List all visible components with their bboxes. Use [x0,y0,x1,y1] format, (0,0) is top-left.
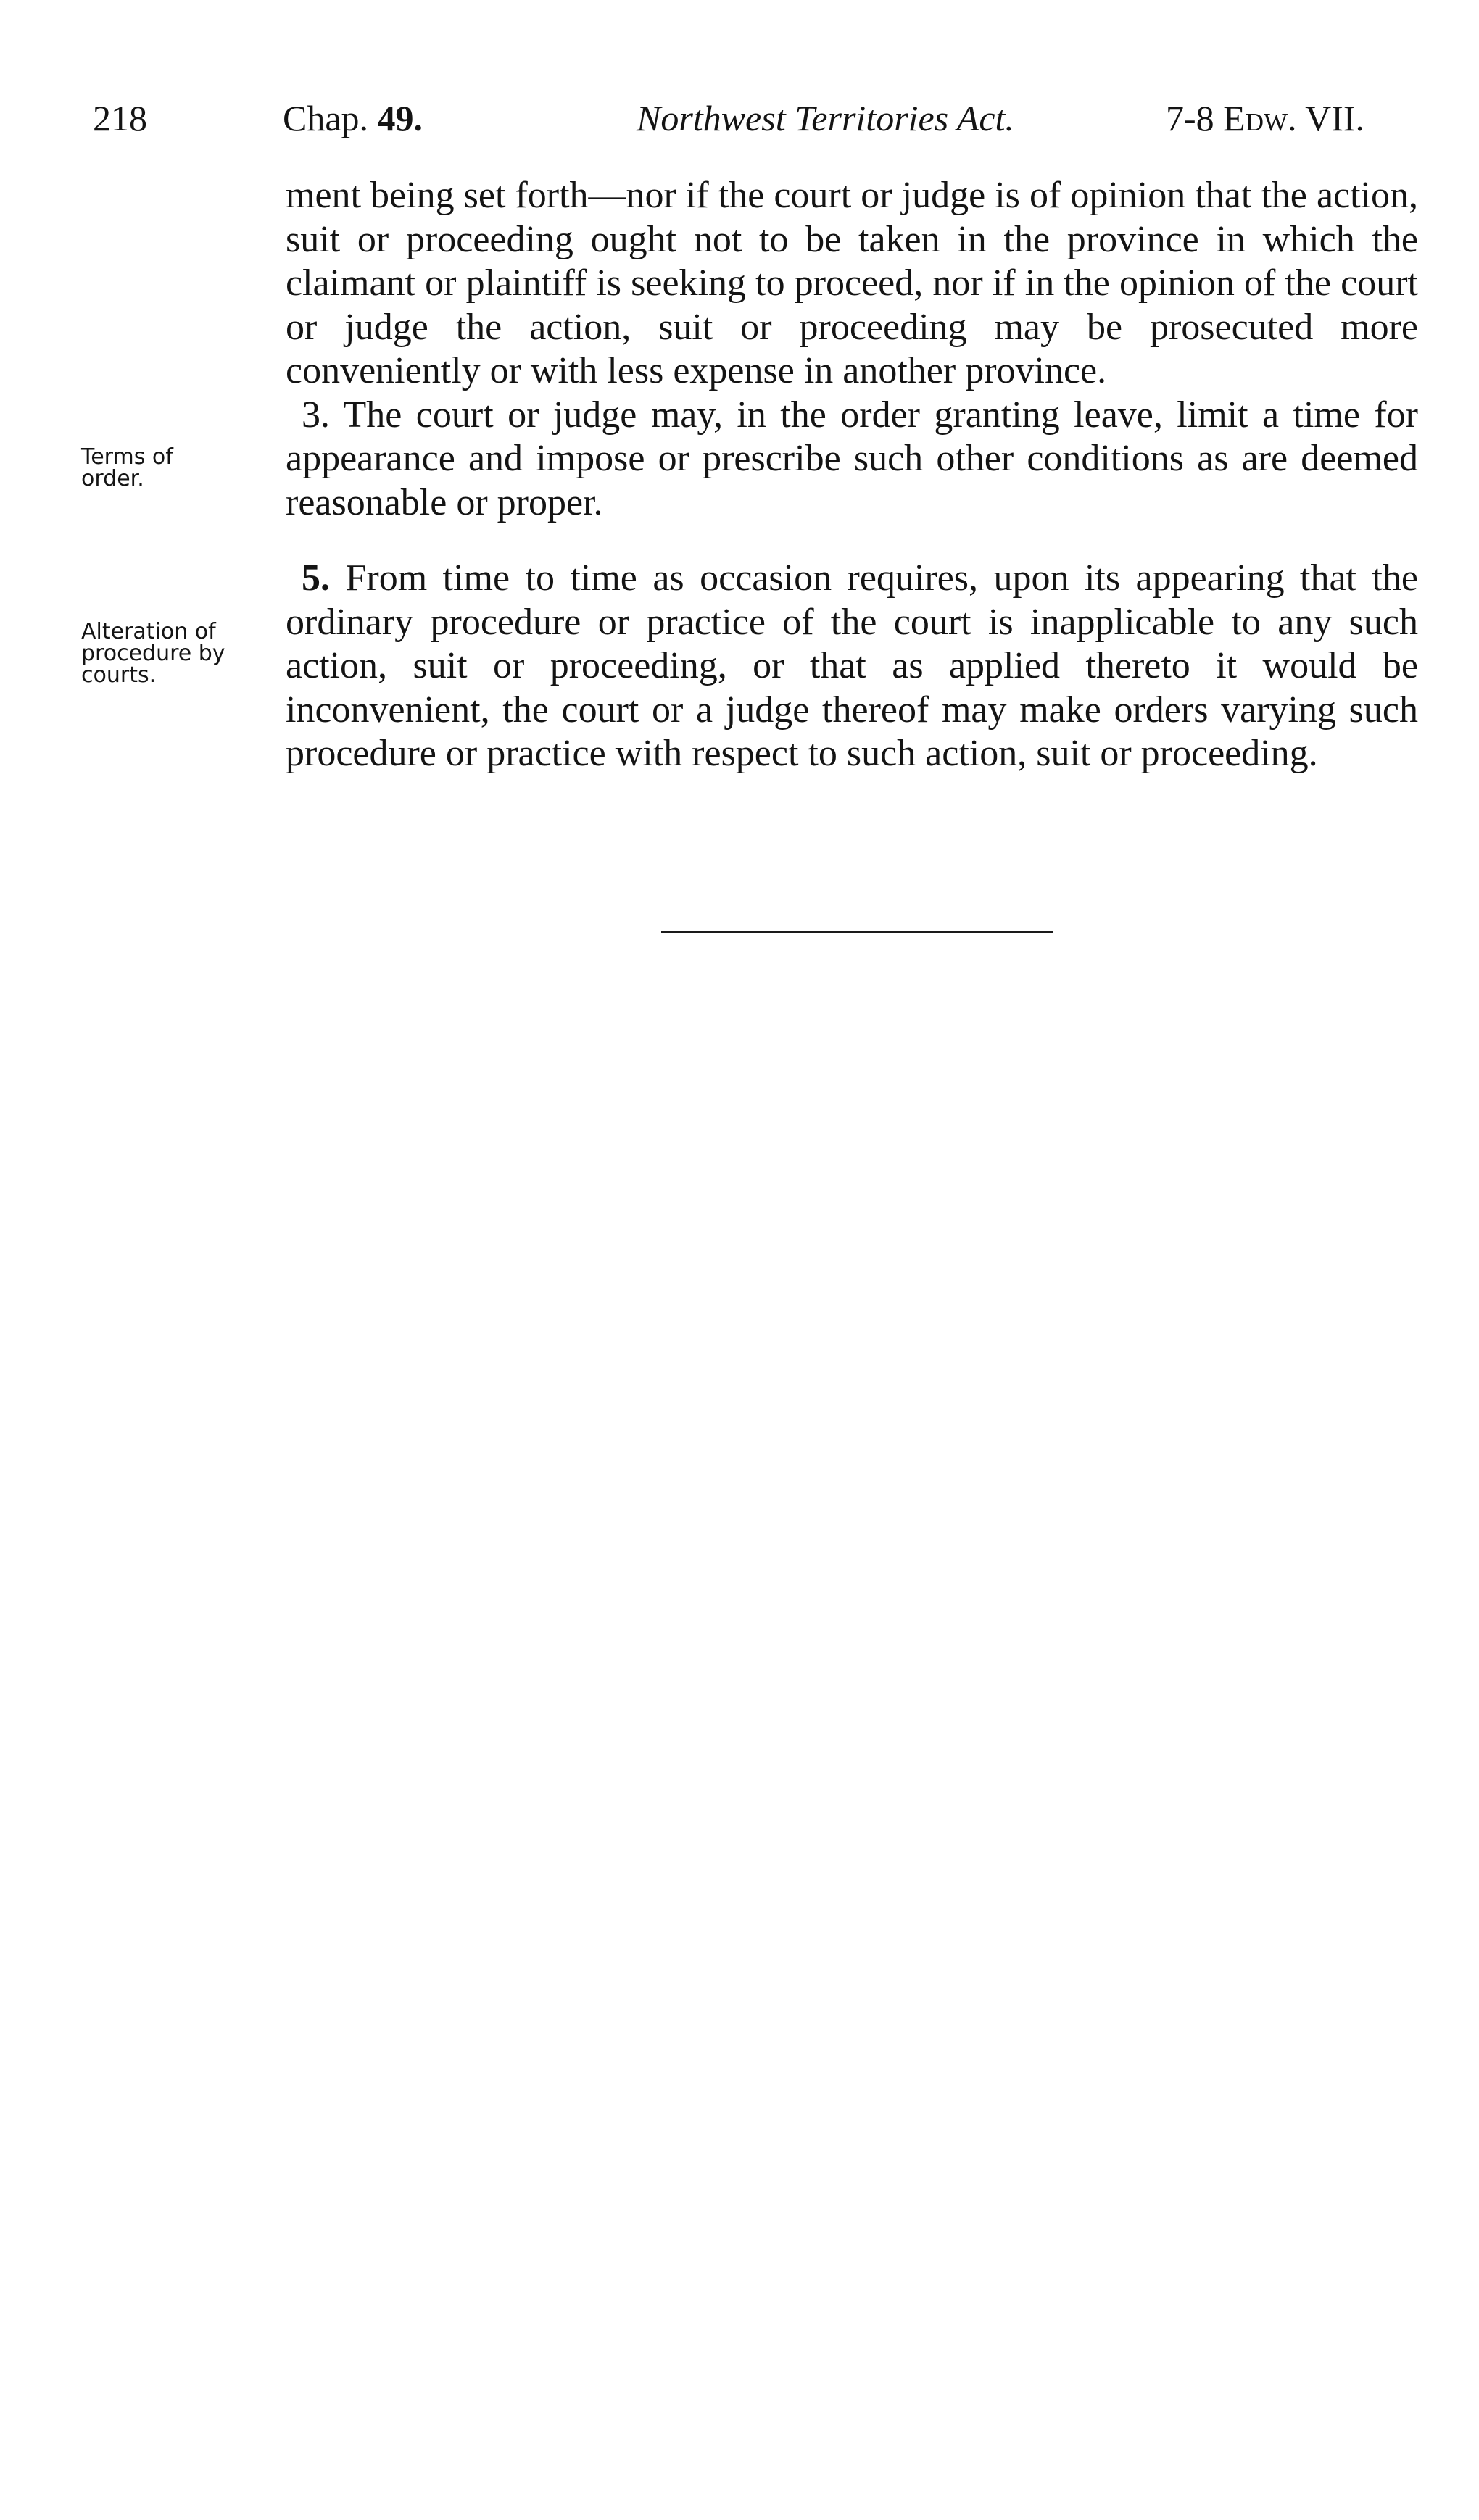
margin-note-alteration-of-procedure [81,621,270,686]
margin-note-line: order. [81,466,144,491]
regnal-prefix: 7-8 [1166,98,1214,138]
section-5-paragraph [286,557,1418,776]
closing-rule [661,931,1053,933]
margin-note-line: Alteration of [81,619,216,644]
page-number: 218 [93,98,147,138]
chapter-number: 49. [377,98,423,138]
margin-note-terms-of-order [81,446,270,490]
chapter-reference [283,86,423,151]
margin-note-line: procedure by [81,641,225,666]
regnal-year [1166,86,1364,151]
margin-note-line: courts. [81,662,157,688]
subsection-3-paragraph: 3. The court or judge may, in the order granting leave, limit a time for appearance and impose or prescribe such other conditions as are deemed reasonable or proper. [286,394,1418,523]
continuation-paragraph: ment being set forth—nor if the court or judge is of opinion that the action, suit or proceeding ought not to be taken in the province in which the claimant or plaintiff is seeking to proceed, nor if in the opinion of the court or judge the action, suit or proceeding may be prosecuted more conveniently or with less expense in another province. [286,175,1418,391]
regnal-suffix: Edw. VII. [1223,98,1365,138]
section-5-text: From time to time as occasion requires, upon its appearing that the ordinary procedure or practice of the court is inapplicable to any such action, suit or proceeding, or that as applied thereto it would be inconvenient, the court or a judge thereof may make orders varying such procedure or practice with respect to such action, suit or proceeding. [286,557,1419,774]
body-text [286,174,1418,776]
running-header [0,86,1479,151]
act-title: Northwest Territories Act. [637,98,1014,138]
chapter-label: Chap. [283,98,369,138]
section-5-number: 5. [302,557,330,599]
margin-note-line: Terms of [81,444,173,470]
